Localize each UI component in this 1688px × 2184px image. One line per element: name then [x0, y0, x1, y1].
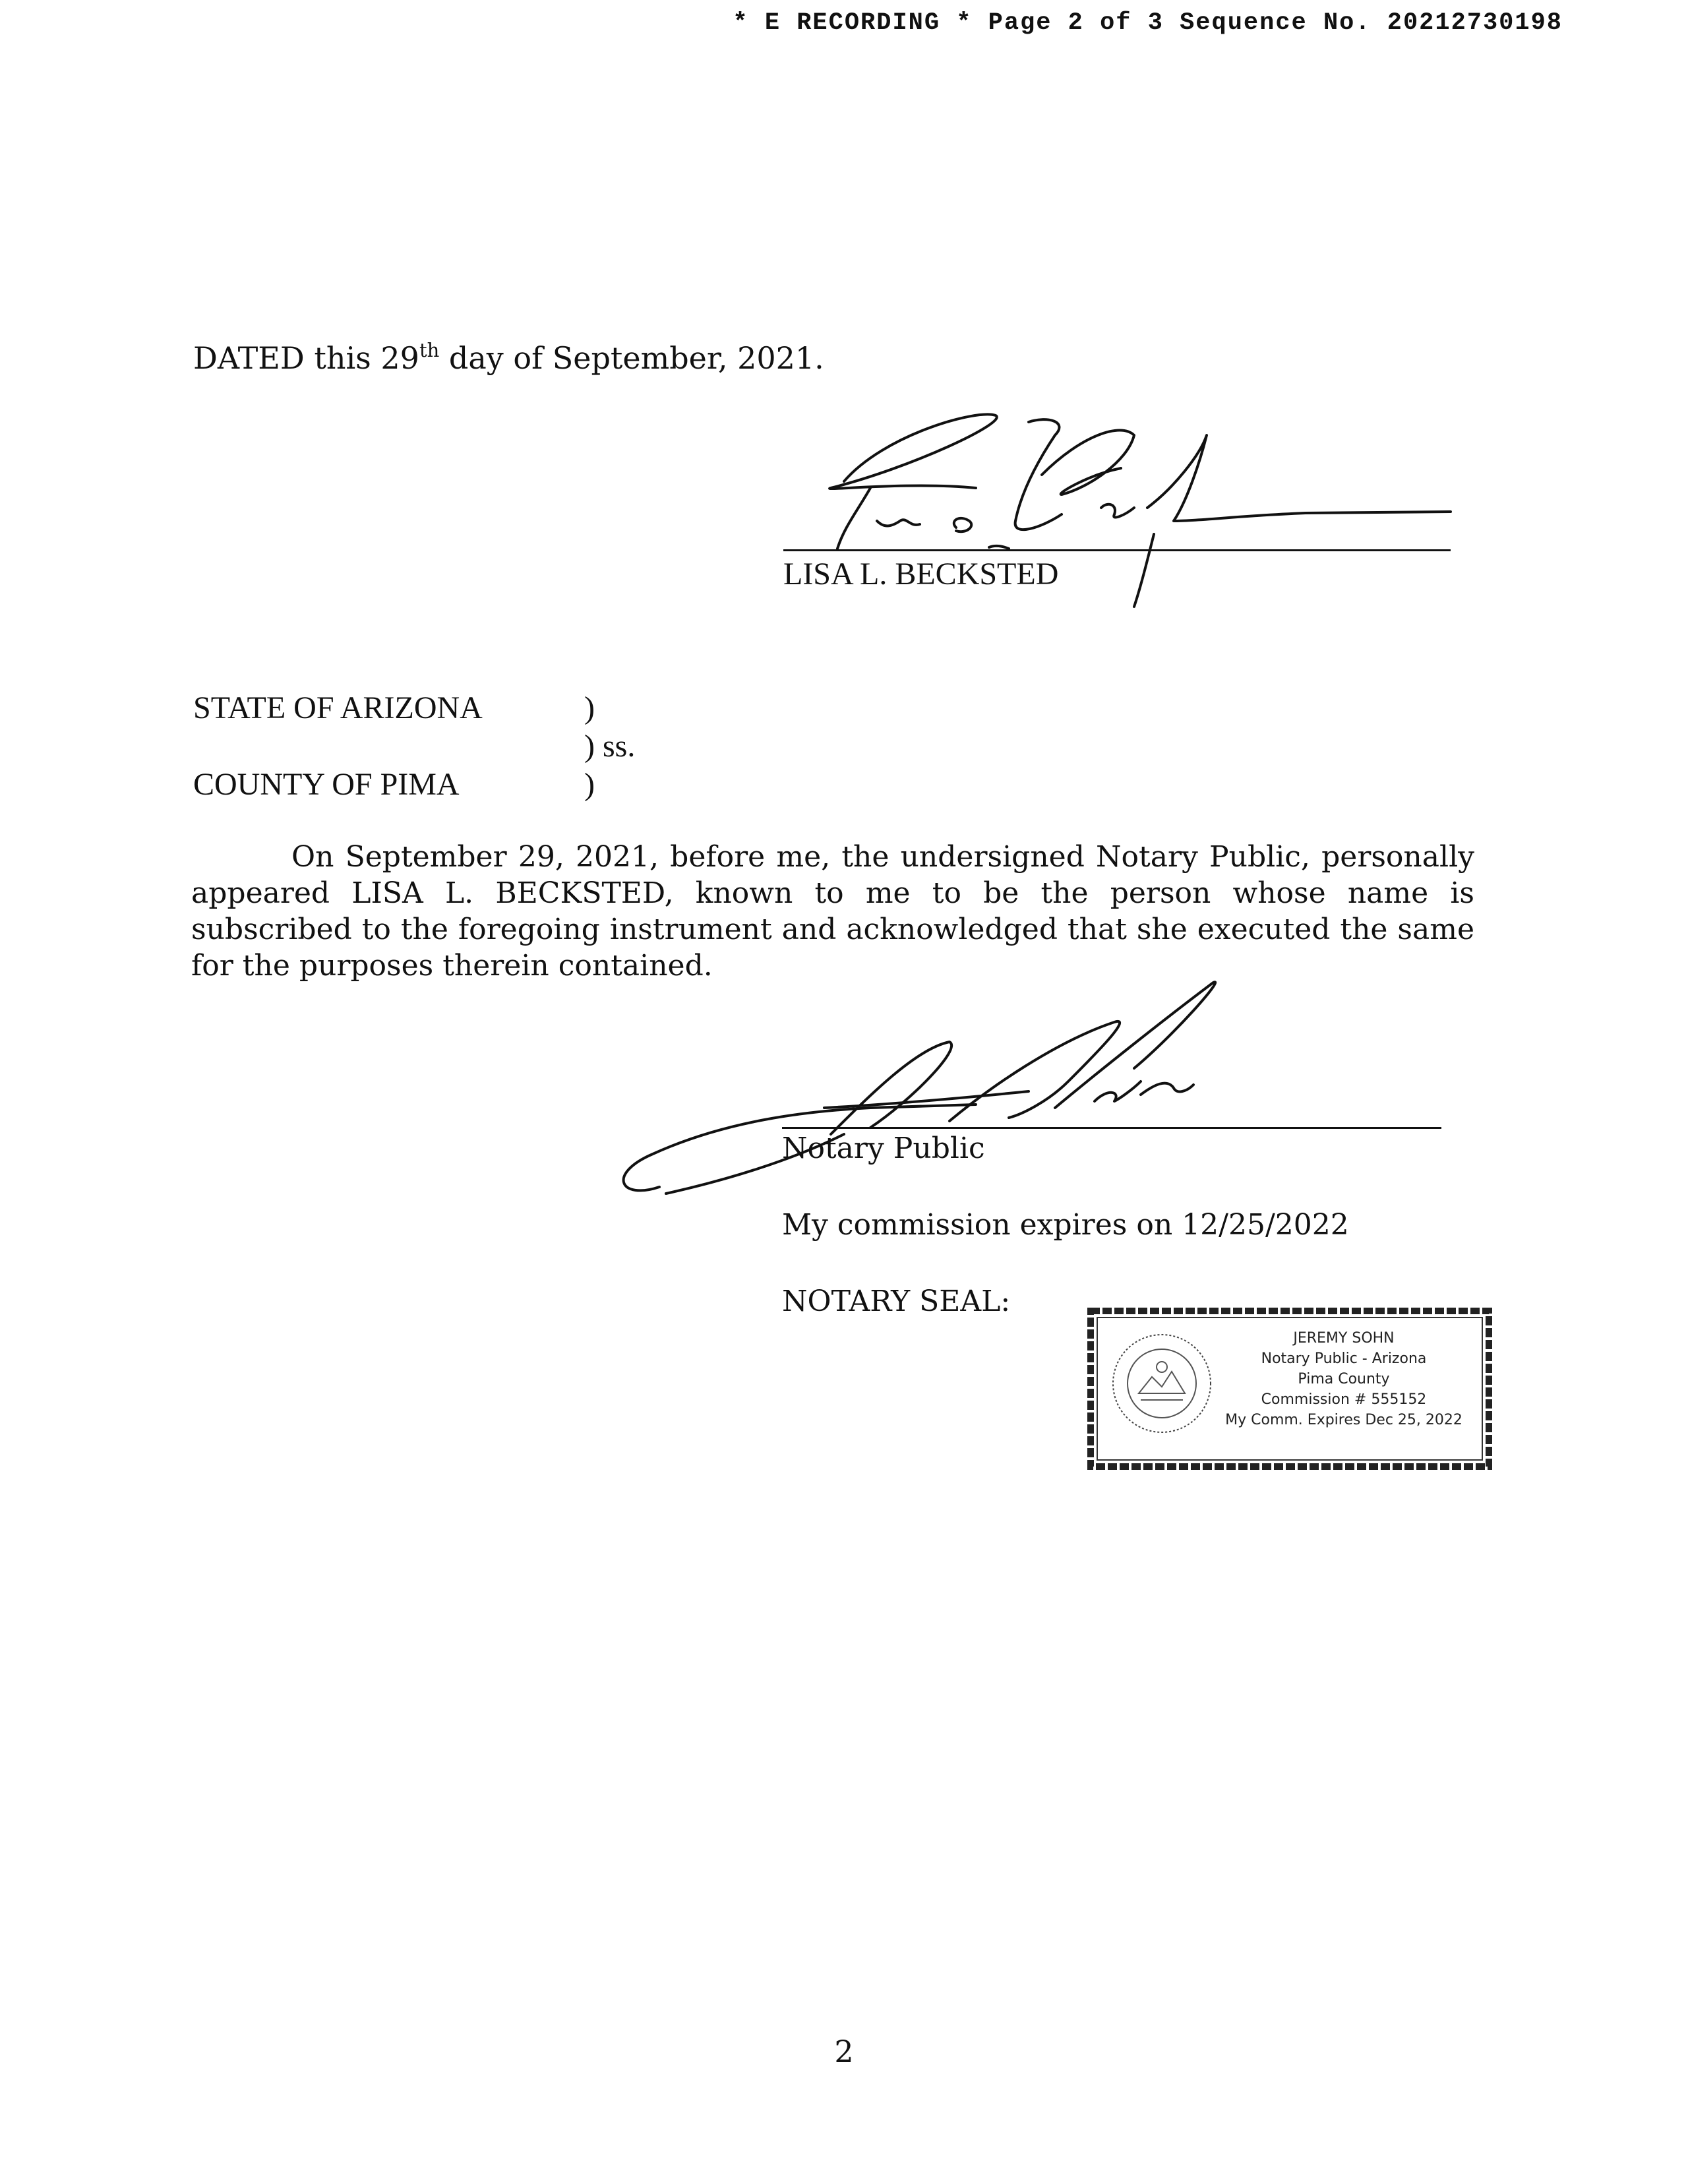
- stamp-line-3: Pima County: [1298, 1371, 1390, 1387]
- venue-state: STATE OF ARIZONA: [193, 690, 483, 725]
- stamp-text: [1205, 1328, 1482, 1430]
- notary-title: Notary Public: [782, 1132, 985, 1165]
- dated-line: [193, 339, 824, 376]
- dated-suffix: day of September, 2021.: [439, 340, 824, 376]
- acknowledgment-paragraph: On September 29, 2021, before me, the undersigned Notary Public, personally appeared LISA L. BECKSTED, known to me to be the person whose name is subscribed to the foregoing instrument and acknowledged that she executed the same for the purposes therein contained.: [191, 840, 1474, 983]
- signer-name: LISA L. BECKSTED: [783, 557, 1059, 592]
- stamp-line-4: Commission # 555152: [1261, 1391, 1427, 1408]
- dated-ordinal: th: [419, 339, 440, 361]
- stamp-line-2: Notary Public - Arizona: [1261, 1350, 1427, 1367]
- venue-ss: ) ss.: [584, 729, 636, 764]
- arizona-seal-emblem: [1109, 1331, 1215, 1436]
- notary-seal-label: NOTARY SEAL:: [782, 1285, 1011, 1318]
- notary-signature-line: [782, 1127, 1441, 1129]
- stamp-notary-name: JEREMY SOHN: [1293, 1330, 1395, 1347]
- venue-paren-bottom: ): [584, 767, 595, 802]
- notary-stamp: [1087, 1307, 1493, 1471]
- recording-header: * E RECORDING * Page 2 of 3 Sequence No. 20212730198: [733, 9, 1563, 37]
- page-number: 2: [834, 2034, 854, 2069]
- venue-county: COUNTY OF PIMA: [193, 767, 460, 802]
- signer-signature-line: [783, 549, 1451, 551]
- stamp-line-5: My Comm. Expires Dec 25, 2022: [1225, 1412, 1462, 1428]
- venue-paren-top: ): [584, 690, 595, 725]
- dated-prefix: DATED this 29: [193, 340, 419, 376]
- commission-expiry: My commission expires on 12/25/2022: [782, 1208, 1349, 1242]
- notary-signature: [593, 976, 1352, 1213]
